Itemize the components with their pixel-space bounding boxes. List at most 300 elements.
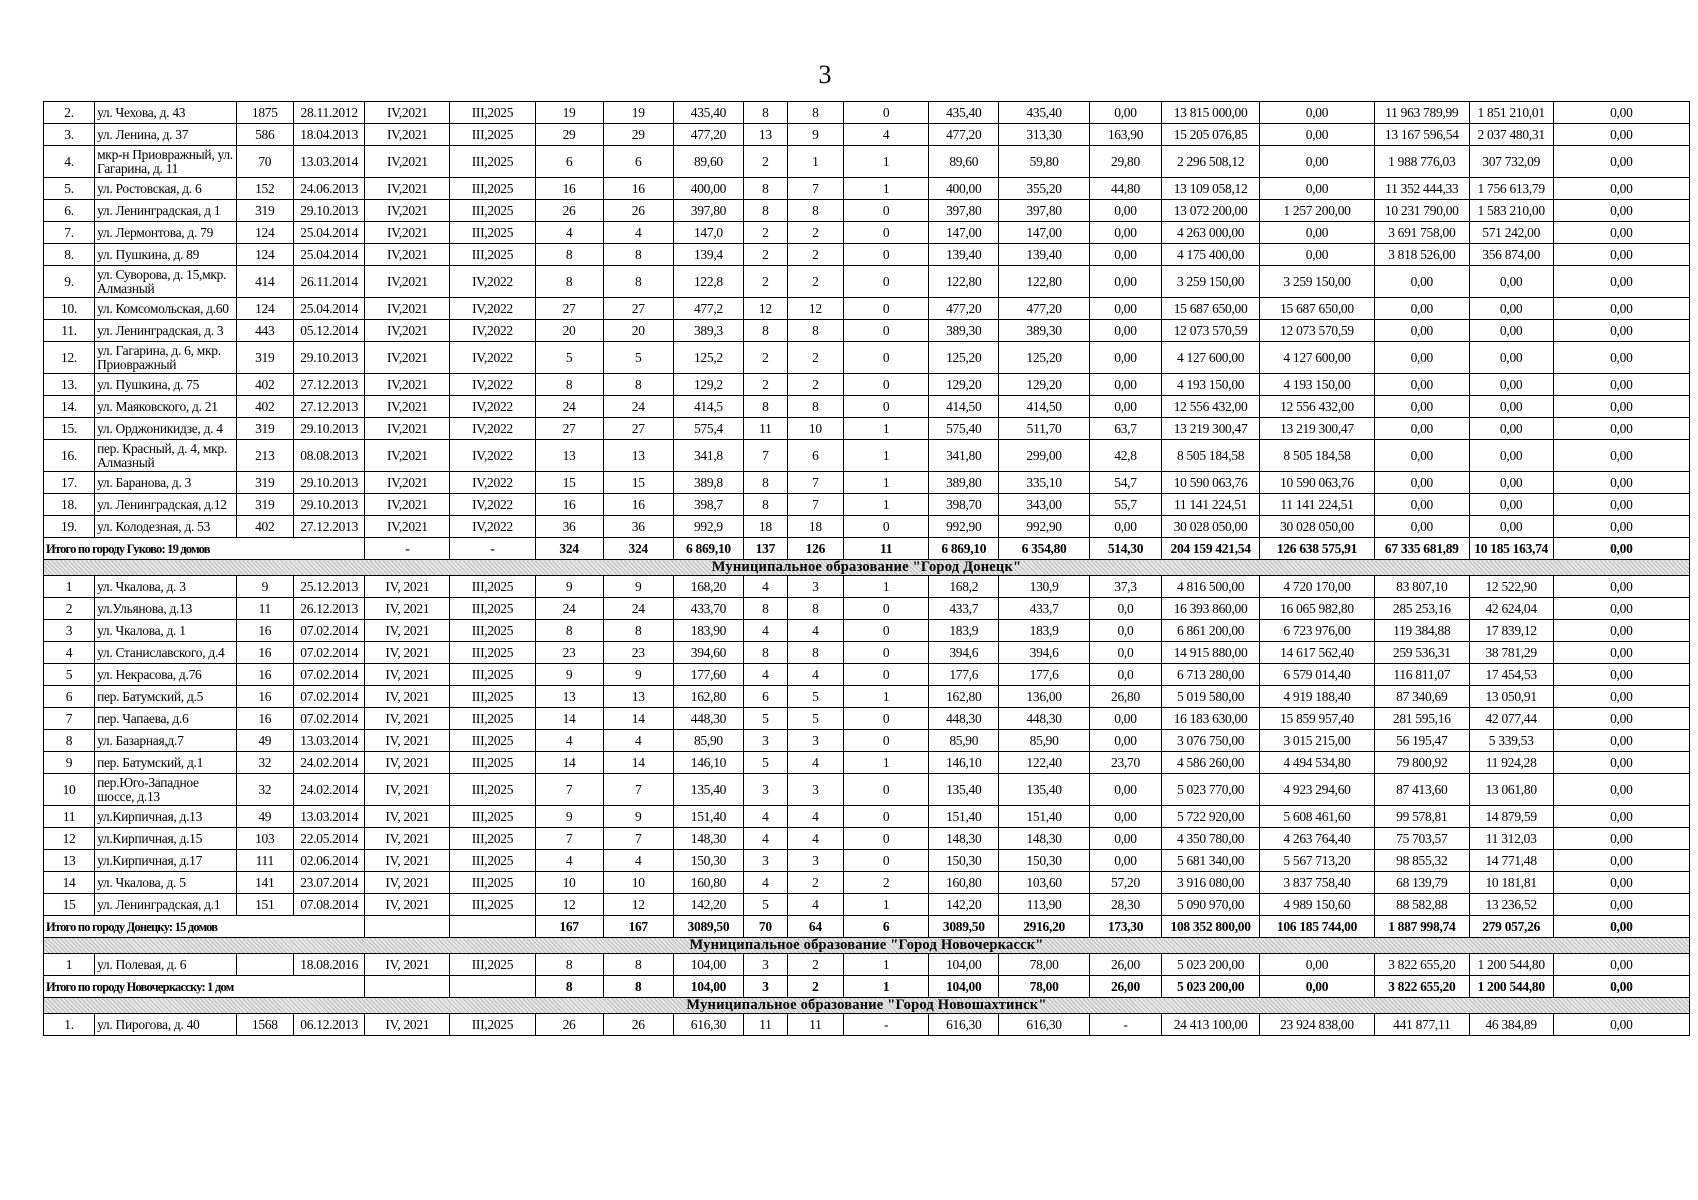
table-cell: 0,00 bbox=[1553, 730, 1689, 752]
table-cell: IV,2022 bbox=[450, 418, 535, 440]
table-cell: 14 bbox=[535, 708, 603, 730]
table-cell: 8 bbox=[603, 266, 673, 298]
table-cell: 4 bbox=[744, 664, 788, 686]
table-cell: 9 bbox=[535, 576, 603, 598]
row-number: 8. bbox=[44, 244, 95, 266]
table-cell: III,2025 bbox=[450, 664, 535, 686]
table-row bbox=[44, 516, 1690, 538]
table-cell: 4 923 294,60 bbox=[1260, 774, 1375, 806]
table-cell: 104,00 bbox=[929, 954, 999, 976]
table-cell: 25.04.2014 bbox=[294, 244, 365, 266]
total-cell bbox=[365, 916, 450, 938]
table-cell: 2 bbox=[787, 954, 843, 976]
table-cell: IV, 2021 bbox=[365, 708, 450, 730]
table-cell: 26.11.2014 bbox=[294, 266, 365, 298]
table-cell: 11 bbox=[236, 598, 293, 620]
row-number: 14 bbox=[44, 872, 95, 894]
table-cell: III,2025 bbox=[450, 222, 535, 244]
table-cell: 42 077,44 bbox=[1469, 708, 1553, 730]
table-cell: III,2025 bbox=[450, 752, 535, 774]
table-cell: 0,00 bbox=[1469, 516, 1553, 538]
table-cell: 29.10.2013 bbox=[294, 472, 365, 494]
table-cell: 0 bbox=[844, 342, 929, 374]
table-cell: 55,7 bbox=[1089, 494, 1161, 516]
table-cell: 0,00 bbox=[1374, 396, 1469, 418]
total-cell bbox=[450, 916, 535, 938]
table-cell: 0 bbox=[844, 320, 929, 342]
table-cell: 139,4 bbox=[673, 244, 743, 266]
table-cell: IV,2021 bbox=[365, 244, 450, 266]
table-cell: 15 859 957,40 bbox=[1260, 708, 1375, 730]
table-cell: 3 bbox=[787, 576, 843, 598]
table-cell: 129,20 bbox=[999, 374, 1089, 396]
table-cell: 0,00 bbox=[1553, 620, 1689, 642]
total-cell: - bbox=[450, 538, 535, 560]
table-cell: IV, 2021 bbox=[365, 620, 450, 642]
table-cell: 1 583 210,00 bbox=[1469, 200, 1553, 222]
table-cell: 160,80 bbox=[673, 872, 743, 894]
table-cell: 4 bbox=[535, 850, 603, 872]
table-cell: 3 015 215,00 bbox=[1260, 730, 1375, 752]
table-cell: 0,00 bbox=[1089, 396, 1161, 418]
municipality-section-header bbox=[44, 560, 1690, 576]
table-cell: 12 bbox=[535, 894, 603, 916]
table-cell: 0,00 bbox=[1469, 396, 1553, 418]
address-cell: ул. Гагарина, д. 6, мкр. Приовражный bbox=[95, 342, 237, 374]
table-cell: 0,00 bbox=[1089, 200, 1161, 222]
table-cell: 42 624,04 bbox=[1469, 598, 1553, 620]
table-cell: 147,00 bbox=[929, 222, 999, 244]
table-cell: 11 bbox=[787, 1014, 843, 1036]
table-cell: 0,00 bbox=[1553, 320, 1689, 342]
table-cell: 0 bbox=[844, 730, 929, 752]
table-cell: 10 590 063,76 bbox=[1260, 472, 1375, 494]
total-label: Итого по городу Донецку: 15 домов bbox=[44, 916, 365, 938]
row-number: 9. bbox=[44, 266, 95, 298]
table-cell: 141 bbox=[236, 872, 293, 894]
table-cell: 11 bbox=[744, 1014, 788, 1036]
row-number: 6. bbox=[44, 200, 95, 222]
table-cell: 54,7 bbox=[1089, 472, 1161, 494]
table-cell: III,2025 bbox=[450, 872, 535, 894]
table-cell: 0,00 bbox=[1553, 178, 1689, 200]
table-cell: IV,2021 bbox=[365, 320, 450, 342]
table-cell: 30 028 050,00 bbox=[1260, 516, 1375, 538]
table-cell: IV,2022 bbox=[450, 320, 535, 342]
table-cell: 0,0 bbox=[1089, 598, 1161, 620]
table-cell: IV,2021 bbox=[365, 342, 450, 374]
table-cell: 575,4 bbox=[673, 418, 743, 440]
table-cell: 13 072 200,00 bbox=[1162, 200, 1260, 222]
table-cell: 160,80 bbox=[929, 872, 999, 894]
table-cell: 3 bbox=[744, 850, 788, 872]
table-cell: 402 bbox=[236, 396, 293, 418]
table-cell: 12 556 432,00 bbox=[1260, 396, 1375, 418]
total-cell: 3089,50 bbox=[929, 916, 999, 938]
table-cell: 26,00 bbox=[1089, 954, 1161, 976]
table-cell: 13.03.2014 bbox=[294, 146, 365, 178]
table-cell: III,2025 bbox=[450, 894, 535, 916]
row-number: 5. bbox=[44, 178, 95, 200]
table-cell: 1875 bbox=[236, 102, 293, 124]
table-cell: 0,00 bbox=[1089, 342, 1161, 374]
table-cell: 8 bbox=[535, 374, 603, 396]
table-cell: 0,00 bbox=[1374, 298, 1469, 320]
table-cell: 13 bbox=[603, 440, 673, 472]
table-cell: 9 bbox=[603, 806, 673, 828]
table-cell: 5 bbox=[744, 894, 788, 916]
table-cell: 5 bbox=[603, 342, 673, 374]
table-cell: 0 bbox=[844, 374, 929, 396]
total-cell: 173,30 bbox=[1089, 916, 1161, 938]
table-cell: 139,40 bbox=[999, 244, 1089, 266]
total-cell: 167 bbox=[535, 916, 603, 938]
table-cell: 89,60 bbox=[929, 146, 999, 178]
table-cell: 104,00 bbox=[673, 954, 743, 976]
table-cell: 299,00 bbox=[999, 440, 1089, 472]
table-cell: 4 bbox=[744, 828, 788, 850]
table-cell: 992,9 bbox=[673, 516, 743, 538]
table-cell: 122,8 bbox=[673, 266, 743, 298]
table-cell: 414 bbox=[236, 266, 293, 298]
table-cell: 397,80 bbox=[673, 200, 743, 222]
table-cell: 10 231 790,00 bbox=[1374, 200, 1469, 222]
table-cell: 14 bbox=[535, 752, 603, 774]
table-cell: 11 141 224,51 bbox=[1260, 494, 1375, 516]
table-cell: 12 522,90 bbox=[1469, 576, 1553, 598]
address-cell: ул.Кирпичная, д.13 bbox=[95, 806, 237, 828]
table-cell: 13 bbox=[535, 440, 603, 472]
table-cell: 4 bbox=[787, 664, 843, 686]
table-cell: 616,30 bbox=[999, 1014, 1089, 1036]
total-cell: 1 200 544,80 bbox=[1469, 976, 1553, 998]
row-number: 4 bbox=[44, 642, 95, 664]
table-cell: 0,0 bbox=[1089, 664, 1161, 686]
table-cell: 19 bbox=[603, 102, 673, 124]
table-cell: 16 bbox=[535, 494, 603, 516]
table-cell: 124 bbox=[236, 298, 293, 320]
table-cell: 18 bbox=[744, 516, 788, 538]
table-cell: 3 837 758,40 bbox=[1260, 872, 1375, 894]
address-cell: ул. Чкалова, д. 5 bbox=[95, 872, 237, 894]
table-cell: 8 bbox=[535, 266, 603, 298]
table-cell: III,2025 bbox=[450, 146, 535, 178]
address-cell: ул. Баранова, д. 3 bbox=[95, 472, 237, 494]
table-cell: 398,7 bbox=[673, 494, 743, 516]
table-cell: 0,00 bbox=[1374, 418, 1469, 440]
table-cell: 414,50 bbox=[929, 396, 999, 418]
table-cell: 2 296 508,12 bbox=[1162, 146, 1260, 178]
row-number: 7 bbox=[44, 708, 95, 730]
total-cell: 514,30 bbox=[1089, 538, 1161, 560]
address-cell: ул.Кирпичная, д.17 bbox=[95, 850, 237, 872]
address-cell: ул. Ленинградская, д.12 bbox=[95, 494, 237, 516]
table-cell: 79 800,92 bbox=[1374, 752, 1469, 774]
table-cell: IV,2021 bbox=[365, 494, 450, 516]
total-cell: 0,00 bbox=[1553, 976, 1689, 998]
table-cell: 49 bbox=[236, 730, 293, 752]
table-cell: 1 200 544,80 bbox=[1469, 954, 1553, 976]
table-cell: 9 bbox=[535, 806, 603, 828]
table-cell: 15 bbox=[603, 472, 673, 494]
table-cell: 183,90 bbox=[673, 620, 743, 642]
address-cell: ул. Полевая, д. 6 bbox=[95, 954, 237, 976]
table-cell: 2 bbox=[744, 374, 788, 396]
total-cell: 6 869,10 bbox=[673, 538, 743, 560]
table-cell: IV,2022 bbox=[450, 266, 535, 298]
table-cell: 0 bbox=[844, 828, 929, 850]
table-cell: 343,00 bbox=[999, 494, 1089, 516]
table-row bbox=[44, 342, 1690, 374]
table-cell: IV,2021 bbox=[365, 200, 450, 222]
table-cell: 0,00 bbox=[1553, 664, 1689, 686]
table-cell: 20 bbox=[535, 320, 603, 342]
table-cell: 0,00 bbox=[1553, 266, 1689, 298]
municipality-section-header bbox=[44, 938, 1690, 954]
table-cell: 1 bbox=[844, 576, 929, 598]
table-cell: 4 127 600,00 bbox=[1260, 342, 1375, 374]
table-row bbox=[44, 730, 1690, 752]
table-cell: 0,0 bbox=[1089, 642, 1161, 664]
table-cell: 435,40 bbox=[999, 102, 1089, 124]
table-cell: 4 bbox=[787, 828, 843, 850]
table-cell: 9 bbox=[603, 576, 673, 598]
total-cell: 6 354,80 bbox=[999, 538, 1089, 560]
table-cell: 16 bbox=[236, 708, 293, 730]
table-cell: 4 989 150,60 bbox=[1260, 894, 1375, 916]
row-number: 12 bbox=[44, 828, 95, 850]
table-cell: 992,90 bbox=[999, 516, 1089, 538]
table-cell: 0,00 bbox=[1553, 342, 1689, 374]
table-cell: 4 bbox=[744, 576, 788, 598]
table-row bbox=[44, 320, 1690, 342]
row-number: 3 bbox=[44, 620, 95, 642]
table-cell: 11 963 789,99 bbox=[1374, 102, 1469, 124]
table-cell: 26 bbox=[603, 1014, 673, 1036]
table-cell: 285 253,16 bbox=[1374, 598, 1469, 620]
table-cell: IV,2021 bbox=[365, 102, 450, 124]
table-cell: 99 578,81 bbox=[1374, 806, 1469, 828]
table-cell: 56 195,47 bbox=[1374, 730, 1469, 752]
municipality-title: Муниципальное образование "Город Новочеркасск" bbox=[44, 938, 1690, 954]
table-cell: 7 bbox=[535, 828, 603, 850]
table-cell: IV,2021 bbox=[365, 418, 450, 440]
table-cell: IV, 2021 bbox=[365, 954, 450, 976]
table-cell: 3 076 750,00 bbox=[1162, 730, 1260, 752]
table-cell: 22.05.2014 bbox=[294, 828, 365, 850]
table-cell: 148,30 bbox=[929, 828, 999, 850]
table-cell: 36 bbox=[535, 516, 603, 538]
table-cell: 586 bbox=[236, 124, 293, 146]
table-cell: III,2025 bbox=[450, 828, 535, 850]
table-cell: 116 811,07 bbox=[1374, 664, 1469, 686]
table-cell: 433,7 bbox=[999, 598, 1089, 620]
table-cell: 3 bbox=[787, 850, 843, 872]
total-cell: 6 bbox=[844, 916, 929, 938]
table-row bbox=[44, 620, 1690, 642]
table-cell: 0,00 bbox=[1260, 244, 1375, 266]
table-cell: 87 413,60 bbox=[1374, 774, 1469, 806]
total-row bbox=[44, 976, 1690, 998]
address-cell: ул. Ленинградская, д. 3 bbox=[95, 320, 237, 342]
table-cell: 2 bbox=[744, 146, 788, 178]
table-cell: 0,00 bbox=[1553, 516, 1689, 538]
table-cell: 389,3 bbox=[673, 320, 743, 342]
table-cell: 400,00 bbox=[673, 178, 743, 200]
total-cell: 0,00 bbox=[1553, 916, 1689, 938]
table-cell: 7 bbox=[603, 774, 673, 806]
table-cell: 616,30 bbox=[929, 1014, 999, 1036]
table-cell: 13 bbox=[744, 124, 788, 146]
table-cell: 78,00 bbox=[999, 954, 1089, 976]
table-cell: 0,00 bbox=[1469, 440, 1553, 472]
table-cell: 85,90 bbox=[673, 730, 743, 752]
table-cell: 0,00 bbox=[1374, 320, 1469, 342]
table-cell: 6 579 014,40 bbox=[1260, 664, 1375, 686]
table-cell: 10 bbox=[535, 872, 603, 894]
table-cell: 32 bbox=[236, 752, 293, 774]
table-cell: III,2025 bbox=[450, 642, 535, 664]
table-cell: 0 bbox=[844, 708, 929, 730]
table-row bbox=[44, 124, 1690, 146]
table-cell: 5 681 340,00 bbox=[1162, 850, 1260, 872]
table-cell: III,2025 bbox=[450, 102, 535, 124]
table-cell: 319 bbox=[236, 342, 293, 374]
table-cell: - bbox=[1089, 1014, 1161, 1036]
address-cell: ул. Пушкина, д. 75 bbox=[95, 374, 237, 396]
table-cell: 4 bbox=[603, 222, 673, 244]
table-cell: 8 bbox=[603, 954, 673, 976]
table-cell: 7 bbox=[744, 440, 788, 472]
total-row bbox=[44, 916, 1690, 938]
table-cell: 23 924 838,00 bbox=[1260, 1014, 1375, 1036]
table-cell: 16 065 982,80 bbox=[1260, 598, 1375, 620]
table-cell: 2 bbox=[744, 342, 788, 374]
table-cell: 1 988 776,03 bbox=[1374, 146, 1469, 178]
table-row bbox=[44, 828, 1690, 850]
table-cell: 0 bbox=[844, 806, 929, 828]
total-cell: 67 335 681,89 bbox=[1374, 538, 1469, 560]
table-cell: III,2025 bbox=[450, 806, 535, 828]
table-cell: 12 bbox=[744, 298, 788, 320]
total-cell: 70 bbox=[744, 916, 788, 938]
table-cell: 147,00 bbox=[999, 222, 1089, 244]
total-label: Итого по городу Гуково: 19 домов bbox=[44, 538, 365, 560]
table-row bbox=[44, 894, 1690, 916]
table-cell: 8 bbox=[535, 244, 603, 266]
table-cell: 146,10 bbox=[929, 752, 999, 774]
municipality-section-header bbox=[44, 998, 1690, 1014]
table-cell: 2 037 480,31 bbox=[1469, 124, 1553, 146]
table-cell: 17 839,12 bbox=[1469, 620, 1553, 642]
table-cell: 16 bbox=[535, 178, 603, 200]
table-cell: 0,00 bbox=[1553, 298, 1689, 320]
table-cell: 0,00 bbox=[1089, 730, 1161, 752]
table-cell: 0,00 bbox=[1553, 146, 1689, 178]
table-cell: 0 bbox=[844, 774, 929, 806]
table-cell: 0,00 bbox=[1553, 894, 1689, 916]
table-cell: 0,00 bbox=[1260, 146, 1375, 178]
table-cell: 15 687 650,00 bbox=[1260, 298, 1375, 320]
table-cell: III,2025 bbox=[450, 200, 535, 222]
table-row bbox=[44, 418, 1690, 440]
table-cell: III,2025 bbox=[450, 686, 535, 708]
table-cell: 0,00 bbox=[1553, 1014, 1689, 1036]
row-number: 1 bbox=[44, 576, 95, 598]
row-number: 19. bbox=[44, 516, 95, 538]
table-cell: 394,6 bbox=[999, 642, 1089, 664]
table-cell: 135,40 bbox=[999, 774, 1089, 806]
table-cell: 0,00 bbox=[1469, 342, 1553, 374]
table-cell: 3 bbox=[744, 774, 788, 806]
row-number: 18. bbox=[44, 494, 95, 516]
table-cell: 12 556 432,00 bbox=[1162, 396, 1260, 418]
table-cell: 25.04.2014 bbox=[294, 222, 365, 244]
table-cell: 433,70 bbox=[673, 598, 743, 620]
table-cell: 0,00 bbox=[1089, 320, 1161, 342]
total-cell: 126 638 575,91 bbox=[1260, 538, 1375, 560]
table-cell: 1 851 210,01 bbox=[1469, 102, 1553, 124]
address-cell: пер. Красный, д. 4, мкр. Алмазный bbox=[95, 440, 237, 472]
table-cell: 14 bbox=[603, 708, 673, 730]
address-cell: мкр-н Приовражный, ул. Гагарина, д. 11 bbox=[95, 146, 237, 178]
table-cell: 142,20 bbox=[673, 894, 743, 916]
table-cell: 0,00 bbox=[1374, 440, 1469, 472]
table-cell: 0,00 bbox=[1553, 708, 1689, 730]
table-cell: 124 bbox=[236, 222, 293, 244]
address-cell: ул. Ленина, д. 37 bbox=[95, 124, 237, 146]
table-cell: 46 384,89 bbox=[1469, 1014, 1553, 1036]
table-cell: 355,20 bbox=[999, 178, 1089, 200]
table-cell: 177,60 bbox=[673, 664, 743, 686]
table-cell: 125,20 bbox=[929, 342, 999, 374]
address-cell: ул. Ленинградская, д 1 bbox=[95, 200, 237, 222]
table-cell: 10 590 063,76 bbox=[1162, 472, 1260, 494]
table-cell: 1 bbox=[844, 954, 929, 976]
table-cell: 15 687 650,00 bbox=[1162, 298, 1260, 320]
total-cell bbox=[365, 976, 450, 998]
table-cell: 0,00 bbox=[1089, 774, 1161, 806]
table-cell: 1 bbox=[844, 440, 929, 472]
table-cell: 8 505 184,58 bbox=[1162, 440, 1260, 472]
table-cell: 0,00 bbox=[1553, 752, 1689, 774]
table-cell: 402 bbox=[236, 374, 293, 396]
table-cell: 0 bbox=[844, 102, 929, 124]
table-cell: 0 bbox=[844, 222, 929, 244]
table-cell: 12 bbox=[787, 298, 843, 320]
table-cell: IV, 2021 bbox=[365, 894, 450, 916]
table-cell: IV,2022 bbox=[450, 342, 535, 374]
address-cell: пер. Чапаева, д.6 bbox=[95, 708, 237, 730]
table-cell: 20 bbox=[603, 320, 673, 342]
table-cell: IV, 2021 bbox=[365, 774, 450, 806]
table-cell: 0,00 bbox=[1553, 418, 1689, 440]
table-cell: 2 bbox=[787, 222, 843, 244]
table-cell: 103,60 bbox=[999, 872, 1089, 894]
table-cell: 3 bbox=[787, 730, 843, 752]
table-cell: 0,00 bbox=[1469, 472, 1553, 494]
address-cell: ул. Пушкина, д. 89 bbox=[95, 244, 237, 266]
table-cell: IV,2022 bbox=[450, 516, 535, 538]
table-cell: IV,2021 bbox=[365, 298, 450, 320]
total-cell: 0,00 bbox=[1260, 976, 1375, 998]
address-cell: ул. Чехова, д. 43 bbox=[95, 102, 237, 124]
table-cell: 4 bbox=[603, 850, 673, 872]
table-cell: 147,0 bbox=[673, 222, 743, 244]
row-number: 10 bbox=[44, 774, 95, 806]
table-cell: 4 bbox=[535, 222, 603, 244]
table-cell: 11 141 224,51 bbox=[1162, 494, 1260, 516]
